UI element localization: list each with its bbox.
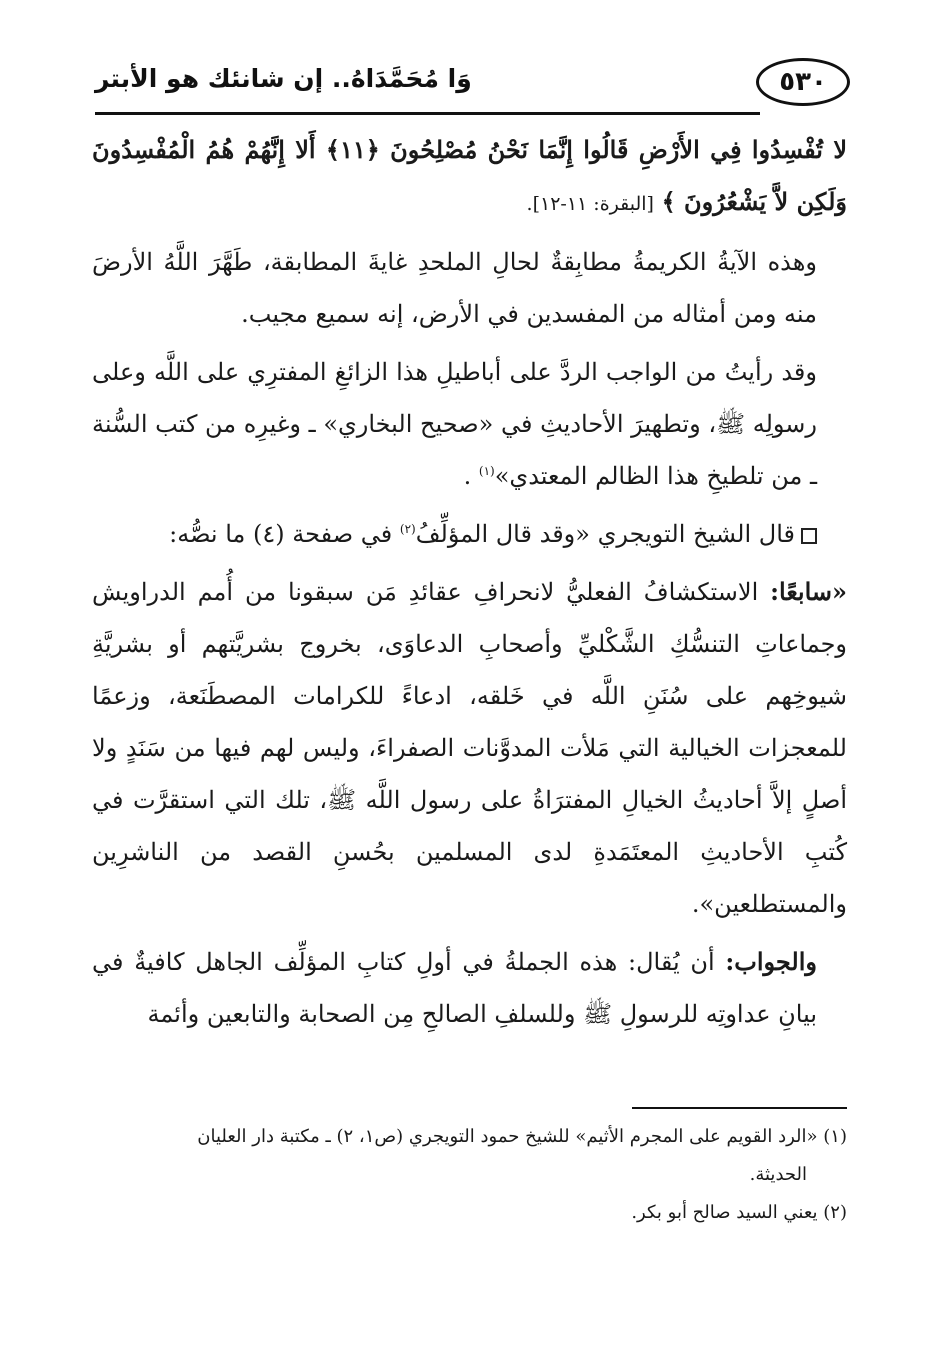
- paragraph-4: [92, 566, 847, 930]
- paragraph-2-end: .: [463, 462, 479, 490]
- paragraph-2: [92, 346, 847, 502]
- quran-verse: [92, 124, 847, 230]
- paragraph-3-text: قال الشيخ التويجري «وقد قال المؤلِّفُ: [415, 520, 795, 548]
- paragraph-3-end: في صفحة (٤) ما نصُّه:: [169, 520, 400, 548]
- paragraph-1: وهذه الآيةُ الكريمةُ مطابِقةٌ لحالِ الملحدِ غايةَ المطابقة، طَهَّرَ اللَّهُ الأرضَ منه ومن أمثاله من المفسدين في الأرض، إنه سميع مجيب.: [92, 248, 817, 328]
- verse-line-1: لا تُفْسِدُوا فِي الأَرْضِ قَالُوا إِنَّمَا نَحْنُ مُصْلِحُونَ ﴿١١﴾ أَلا إِنَّهُمْ هُمُ الْمُفْسِدُونَ: [92, 135, 848, 164]
- footnote-marker-2: (٢): [399, 522, 416, 536]
- footnote-marker-1: (١): [478, 464, 495, 478]
- paragraph-5-text: أن يُقال: هذه الجملةُ في أولِ كتابِ المؤلِّف الجاهل كافيةٌ في بيانِ عداوتِه للرسولِ ﷺ وللسلفِ الصالحِ مِن الصحابة والتابعين وأئمة: [92, 948, 817, 1028]
- footnote-2: (٢) يعني السيد صالح أبو بكر.: [631, 1202, 847, 1223]
- page-header: [95, 56, 850, 118]
- paragraph-4-lead: «سابعًا:: [770, 577, 847, 606]
- paragraph-5: [92, 936, 847, 1040]
- footnote-1: (١) «الرد القويم على المجرم الأثيم» للشيخ حمود التويجري (ص١، ٢) ـ مكتبة دار العليان: [197, 1126, 847, 1147]
- header-rule: [95, 112, 760, 115]
- verse-line-2: وَلَكِن لاَّ يَشْعُرُونَ ﴾: [661, 187, 847, 216]
- page-number: ٥٣٠: [756, 58, 850, 106]
- footnote-1-continuation: الحديثة.: [749, 1164, 807, 1185]
- paragraph-2-text: وقد رأيتُ من الواجب الردَّ على أباطيلِ هذا الزائغِ المفترِي على اللَّه وعلى رسولِه ﷺ، وتطهيرَ الأحاديثِ في «صحيح البخاري» ـ وغيرِه من كتب السُّنة ـ من تلطيخِ هذا الظالم المعتدي»: [92, 358, 817, 490]
- body-text: [92, 124, 847, 1046]
- running-title: وَا مُحَمَّدَاهُ.. إن شانئك هو الأبتر: [95, 64, 472, 93]
- footnote-rule: [632, 1107, 847, 1109]
- verse-reference: [البقرة: ١١-١٢].: [526, 193, 654, 215]
- paragraph-3: [92, 508, 847, 560]
- paragraph-4-text: الاستكشافُ الفعليُّ لانحرافِ عقائدِ مَن سبقونا من أُمم الدراويش وجماعاتِ التنسُّكِ الشَّكْليِّ وأصحابِ الدعاوَى، بخروج بشريَّتهم أو بشريَّةِ شيوخِهم على سُنَنِ اللَّه في خَلقه، ادعاءً للكرامات المصطَنَعة، وزعمًا للمعجزات الخيالية التي مَلأت المدوَّنات الصفراءَ، وليس لهم فيها من سَنَدٍ ولا أصلٍ إلاَّ أحاديثُ الخيالِ المفترَاةُ على رسول اللَّه ﷺ، تلك التي استقرَّت في كُتبِ الأحاديثِ المعتَمَدةِ لدى المسلمين بحُسنِ القصد من الناشرِين والمستطلعين».: [92, 578, 847, 918]
- square-bullet-icon: [801, 528, 817, 544]
- paragraph-5-lead: والجواب:: [725, 947, 817, 976]
- footnotes: [92, 1118, 847, 1232]
